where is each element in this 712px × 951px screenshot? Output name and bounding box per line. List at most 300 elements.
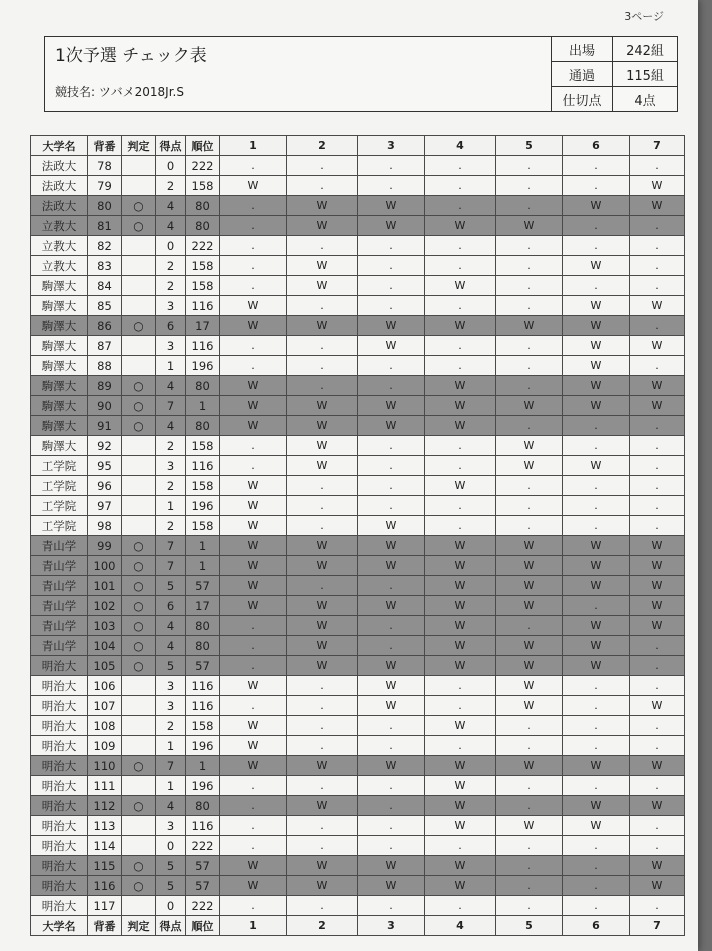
number-cell: 86 <box>88 316 122 336</box>
mark-cell: . <box>287 836 358 856</box>
table-row <box>31 636 685 656</box>
university-cell: 立教大 <box>31 236 88 256</box>
judgement-cell: ○ <box>122 196 156 216</box>
university-cell: 明治大 <box>31 776 88 796</box>
mark-cell: . <box>496 276 563 296</box>
mark-cell: . <box>425 676 496 696</box>
mark-cell: W <box>220 876 287 896</box>
mark-cell: W <box>220 576 287 596</box>
mark-cell: . <box>220 896 287 916</box>
number-cell: 88 <box>88 356 122 376</box>
mark-cell: . <box>630 716 685 736</box>
score-cell: 4 <box>156 796 186 816</box>
mark-cell: W <box>220 856 287 876</box>
judgement-cell: ○ <box>122 576 156 596</box>
mark-cell: W <box>630 596 685 616</box>
judgement-cell: ○ <box>122 376 156 396</box>
mark-cell: . <box>630 736 685 756</box>
mark-cell: W <box>287 656 358 676</box>
mark-cell: W <box>496 636 563 656</box>
score-cell: 4 <box>156 216 186 236</box>
mark-cell: W <box>220 496 287 516</box>
mark-cell: . <box>630 836 685 856</box>
mark-cell: . <box>563 896 630 916</box>
mark-cell: . <box>287 576 358 596</box>
rank-cell: 1 <box>186 556 220 576</box>
mark-cell: W <box>220 676 287 696</box>
mark-cell: . <box>630 256 685 276</box>
judgement-cell <box>122 696 156 716</box>
score-cell: 2 <box>156 436 186 456</box>
mark-cell: . <box>358 276 425 296</box>
mark-cell: W <box>563 756 630 776</box>
mark-cell: W <box>358 316 425 336</box>
number-cell: 112 <box>88 796 122 816</box>
mark-cell: W <box>358 676 425 696</box>
score-cell: 7 <box>156 396 186 416</box>
mark-cell: . <box>220 456 287 476</box>
column-header: 背番 <box>88 916 122 936</box>
judgement-cell <box>122 176 156 196</box>
judgement-cell: ○ <box>122 796 156 816</box>
rank-cell: 196 <box>186 736 220 756</box>
mark-cell: W <box>425 716 496 736</box>
mark-cell: . <box>287 496 358 516</box>
mark-cell: . <box>425 356 496 376</box>
university-cell: 工学院 <box>31 456 88 476</box>
mark-cell: W <box>358 596 425 616</box>
number-cell: 102 <box>88 596 122 616</box>
column-header: 2 <box>287 916 358 936</box>
mark-cell: . <box>630 456 685 476</box>
mark-cell: W <box>630 796 685 816</box>
sheet-title: 1次予選 チェック表 <box>55 46 207 66</box>
mark-cell: W <box>563 616 630 636</box>
column-header: 6 <box>563 136 630 156</box>
mark-cell: . <box>425 256 496 276</box>
judgement-cell: ○ <box>122 656 156 676</box>
mark-cell: . <box>563 716 630 736</box>
table-row <box>31 596 685 616</box>
rank-cell: 158 <box>186 276 220 296</box>
table-row <box>31 296 685 316</box>
mark-cell: . <box>220 656 287 676</box>
mark-cell: . <box>220 216 287 236</box>
mark-cell: . <box>563 876 630 896</box>
score-cell: 4 <box>156 616 186 636</box>
stat-value: 115組 <box>613 62 678 87</box>
table-row <box>31 416 685 436</box>
mark-cell: W <box>425 216 496 236</box>
mark-cell: . <box>220 236 287 256</box>
number-cell: 84 <box>88 276 122 296</box>
rank-cell: 158 <box>186 716 220 736</box>
mark-cell: . <box>630 816 685 836</box>
rank-cell: 57 <box>186 876 220 896</box>
mark-cell: W <box>630 296 685 316</box>
number-cell: 104 <box>88 636 122 656</box>
judgement-cell: ○ <box>122 416 156 436</box>
mark-cell: W <box>425 396 496 416</box>
rank-cell: 158 <box>186 256 220 276</box>
table-row <box>31 576 685 596</box>
judgement-cell: ○ <box>122 876 156 896</box>
judgement-cell <box>122 436 156 456</box>
mark-cell: W <box>496 436 563 456</box>
mark-cell: W <box>425 476 496 496</box>
mark-cell: . <box>630 476 685 496</box>
number-cell: 90 <box>88 396 122 416</box>
rank-cell: 17 <box>186 596 220 616</box>
mark-cell: W <box>496 456 563 476</box>
university-cell: 駒澤大 <box>31 416 88 436</box>
university-cell: 駒澤大 <box>31 296 88 316</box>
mark-cell: W <box>496 696 563 716</box>
mark-cell: . <box>287 716 358 736</box>
mark-cell: . <box>496 256 563 276</box>
rank-cell: 57 <box>186 656 220 676</box>
mark-cell: . <box>563 436 630 456</box>
mark-cell: . <box>425 516 496 536</box>
mark-cell: W <box>563 576 630 596</box>
mark-cell: . <box>358 376 425 396</box>
mark-cell: W <box>287 876 358 896</box>
stat-value: 242組 <box>613 37 678 62</box>
number-cell: 95 <box>88 456 122 476</box>
mark-cell: W <box>425 416 496 436</box>
table-row <box>31 356 685 376</box>
number-cell: 92 <box>88 436 122 456</box>
score-cell: 0 <box>156 156 186 176</box>
table-row <box>31 616 685 636</box>
mark-cell: . <box>287 236 358 256</box>
stat-value: 4点 <box>613 87 678 112</box>
judgement-cell <box>122 456 156 476</box>
university-cell: 立教大 <box>31 256 88 276</box>
mark-cell: W <box>630 376 685 396</box>
mark-cell: . <box>630 636 685 656</box>
mark-cell: . <box>358 176 425 196</box>
rank-cell: 116 <box>186 336 220 356</box>
rank-cell: 80 <box>186 196 220 216</box>
mark-cell: . <box>496 156 563 176</box>
judgement-cell <box>122 356 156 376</box>
university-cell: 明治大 <box>31 756 88 776</box>
mark-cell: . <box>630 276 685 296</box>
mark-cell: . <box>496 796 563 816</box>
mark-cell: . <box>287 156 358 176</box>
mark-cell: W <box>358 876 425 896</box>
table-row <box>31 516 685 536</box>
stat-label: 出場 <box>552 37 613 62</box>
university-cell: 明治大 <box>31 716 88 736</box>
mark-cell: . <box>496 896 563 916</box>
table-row <box>31 716 685 736</box>
mark-cell: W <box>287 456 358 476</box>
mark-cell: W <box>220 476 287 496</box>
mark-cell: . <box>220 336 287 356</box>
university-cell: 駒澤大 <box>31 336 88 356</box>
rank-cell: 17 <box>186 316 220 336</box>
mark-cell: W <box>287 616 358 636</box>
mark-cell: . <box>496 616 563 636</box>
mark-cell: W <box>630 336 685 356</box>
mark-cell: . <box>425 236 496 256</box>
judgement-cell <box>122 716 156 736</box>
mark-cell: W <box>358 416 425 436</box>
mark-cell: W <box>425 276 496 296</box>
column-header: 1 <box>220 916 287 936</box>
mark-cell: W <box>496 676 563 696</box>
mark-cell: . <box>630 216 685 236</box>
mark-cell: . <box>220 816 287 836</box>
mark-cell: W <box>496 396 563 416</box>
score-cell: 1 <box>156 496 186 516</box>
mark-cell: . <box>496 476 563 496</box>
mark-cell: . <box>358 616 425 636</box>
table-row <box>31 836 685 856</box>
university-cell: 青山学 <box>31 636 88 656</box>
column-header: 5 <box>496 136 563 156</box>
judgement-cell <box>122 516 156 536</box>
mark-cell: W <box>358 756 425 776</box>
mark-cell: . <box>425 336 496 356</box>
table-row <box>31 776 685 796</box>
mark-cell: W <box>630 396 685 416</box>
mark-cell: W <box>563 456 630 476</box>
mark-cell: . <box>287 376 358 396</box>
mark-cell: W <box>425 796 496 816</box>
mark-cell: W <box>358 216 425 236</box>
column-header: 7 <box>630 916 685 936</box>
rank-cell: 116 <box>186 696 220 716</box>
rank-cell: 222 <box>186 236 220 256</box>
number-cell: 81 <box>88 216 122 236</box>
mark-cell: W <box>496 216 563 236</box>
mark-cell: . <box>563 856 630 876</box>
mark-cell: W <box>425 876 496 896</box>
judgement-cell: ○ <box>122 616 156 636</box>
mark-cell: W <box>220 176 287 196</box>
stat-label: 仕切点 <box>552 87 613 112</box>
table-row <box>31 556 685 576</box>
mark-cell: . <box>358 156 425 176</box>
table-row <box>31 236 685 256</box>
mark-cell: . <box>425 296 496 316</box>
rank-cell: 158 <box>186 476 220 496</box>
table-row <box>31 756 685 776</box>
mark-cell: W <box>563 796 630 816</box>
mark-cell: . <box>563 736 630 756</box>
number-cell: 89 <box>88 376 122 396</box>
university-cell: 駒澤大 <box>31 376 88 396</box>
table-row <box>31 496 685 516</box>
mark-cell: . <box>496 376 563 396</box>
table-row <box>31 276 685 296</box>
mark-cell: . <box>425 736 496 756</box>
score-cell: 5 <box>156 856 186 876</box>
judgement-cell <box>122 156 156 176</box>
university-cell: 青山学 <box>31 596 88 616</box>
university-cell: 明治大 <box>31 736 88 756</box>
mark-cell: . <box>287 736 358 756</box>
mark-cell: . <box>220 696 287 716</box>
mark-cell: . <box>358 896 425 916</box>
mark-cell: . <box>496 176 563 196</box>
judgement-cell: ○ <box>122 556 156 576</box>
table-row <box>31 316 685 336</box>
mark-cell: . <box>630 676 685 696</box>
score-cell: 1 <box>156 736 186 756</box>
score-cell: 0 <box>156 236 186 256</box>
mark-cell: . <box>563 596 630 616</box>
mark-cell: . <box>220 796 287 816</box>
mark-cell: . <box>287 176 358 196</box>
mark-cell: W <box>287 396 358 416</box>
mark-cell: . <box>563 216 630 236</box>
mark-cell: . <box>630 356 685 376</box>
mark-cell: . <box>287 336 358 356</box>
mark-cell: . <box>220 276 287 296</box>
mark-cell: . <box>220 196 287 216</box>
number-cell: 114 <box>88 836 122 856</box>
column-header: 得点 <box>156 136 186 156</box>
mark-cell: . <box>358 776 425 796</box>
number-cell: 107 <box>88 696 122 716</box>
mark-cell: W <box>496 556 563 576</box>
judgement-cell: ○ <box>122 536 156 556</box>
number-cell: 108 <box>88 716 122 736</box>
mark-cell: W <box>220 296 287 316</box>
number-cell: 82 <box>88 236 122 256</box>
rank-cell: 196 <box>186 776 220 796</box>
university-cell: 駒澤大 <box>31 396 88 416</box>
number-cell: 103 <box>88 616 122 636</box>
mark-cell: W <box>220 316 287 336</box>
mark-cell: W <box>496 316 563 336</box>
mark-cell: W <box>425 536 496 556</box>
stat-label: 通過 <box>552 62 613 87</box>
score-cell: 1 <box>156 776 186 796</box>
score-cell: 4 <box>156 636 186 656</box>
mark-cell: . <box>563 236 630 256</box>
mark-cell: W <box>630 616 685 636</box>
mark-cell: . <box>630 516 685 536</box>
university-cell: 明治大 <box>31 836 88 856</box>
score-cell: 2 <box>156 256 186 276</box>
mark-cell: . <box>358 256 425 276</box>
mark-cell: W <box>425 596 496 616</box>
mark-cell: W <box>425 316 496 336</box>
stats-table <box>551 37 677 111</box>
rank-cell: 80 <box>186 616 220 636</box>
mark-cell: . <box>220 776 287 796</box>
mark-cell: . <box>220 156 287 176</box>
university-cell: 工学院 <box>31 476 88 496</box>
rank-cell: 1 <box>186 536 220 556</box>
judgement-cell <box>122 256 156 276</box>
mark-cell: W <box>425 576 496 596</box>
number-cell: 117 <box>88 896 122 916</box>
number-cell: 97 <box>88 496 122 516</box>
column-header: 3 <box>358 136 425 156</box>
mark-cell: . <box>496 736 563 756</box>
table-row <box>31 896 685 916</box>
score-cell: 7 <box>156 556 186 576</box>
score-cell: 0 <box>156 896 186 916</box>
rank-cell: 196 <box>186 356 220 376</box>
column-header: 4 <box>425 916 496 936</box>
mark-cell: . <box>220 256 287 276</box>
rank-cell: 116 <box>186 816 220 836</box>
mark-cell: . <box>563 676 630 696</box>
university-cell: 明治大 <box>31 856 88 876</box>
mark-cell: . <box>358 736 425 756</box>
event-name: 競技名: ツバメ2018Jr.S <box>55 85 184 99</box>
mark-cell: . <box>496 196 563 216</box>
table-row <box>31 176 685 196</box>
rank-cell: 158 <box>186 176 220 196</box>
mark-cell: . <box>425 696 496 716</box>
number-cell: 110 <box>88 756 122 776</box>
table-row <box>31 196 685 216</box>
rank-cell: 80 <box>186 416 220 436</box>
university-cell: 青山学 <box>31 556 88 576</box>
rank-cell: 158 <box>186 516 220 536</box>
mark-cell: W <box>496 536 563 556</box>
mark-cell: W <box>563 296 630 316</box>
mark-cell: W <box>220 556 287 576</box>
mark-cell: W <box>630 176 685 196</box>
mark-cell: W <box>425 556 496 576</box>
mark-cell: . <box>425 496 496 516</box>
score-cell: 3 <box>156 676 186 696</box>
mark-cell: W <box>563 656 630 676</box>
mark-cell: . <box>496 296 563 316</box>
mark-cell: W <box>425 776 496 796</box>
score-cell: 7 <box>156 756 186 776</box>
score-cell: 0 <box>156 836 186 856</box>
university-cell: 工学院 <box>31 516 88 536</box>
mark-cell: . <box>358 836 425 856</box>
mark-cell: . <box>563 156 630 176</box>
university-cell: 明治大 <box>31 696 88 716</box>
mark-cell: W <box>496 816 563 836</box>
university-cell: 法政大 <box>31 156 88 176</box>
rank-cell: 57 <box>186 576 220 596</box>
rank-cell: 80 <box>186 636 220 656</box>
university-cell: 明治大 <box>31 656 88 676</box>
table-row <box>31 256 685 276</box>
mark-cell: . <box>358 716 425 736</box>
mark-cell: W <box>220 736 287 756</box>
number-cell: 83 <box>88 256 122 276</box>
number-cell: 78 <box>88 156 122 176</box>
mark-cell: . <box>287 516 358 536</box>
university-cell: 青山学 <box>31 616 88 636</box>
mark-cell: . <box>220 356 287 376</box>
mark-cell: . <box>496 356 563 376</box>
mark-cell: . <box>630 236 685 256</box>
mark-cell: W <box>220 516 287 536</box>
mark-cell: . <box>425 196 496 216</box>
mark-cell: W <box>563 536 630 556</box>
table-row <box>31 816 685 836</box>
mark-cell: W <box>630 756 685 776</box>
mark-cell: . <box>358 456 425 476</box>
mark-cell: . <box>358 576 425 596</box>
mark-cell: . <box>220 636 287 656</box>
